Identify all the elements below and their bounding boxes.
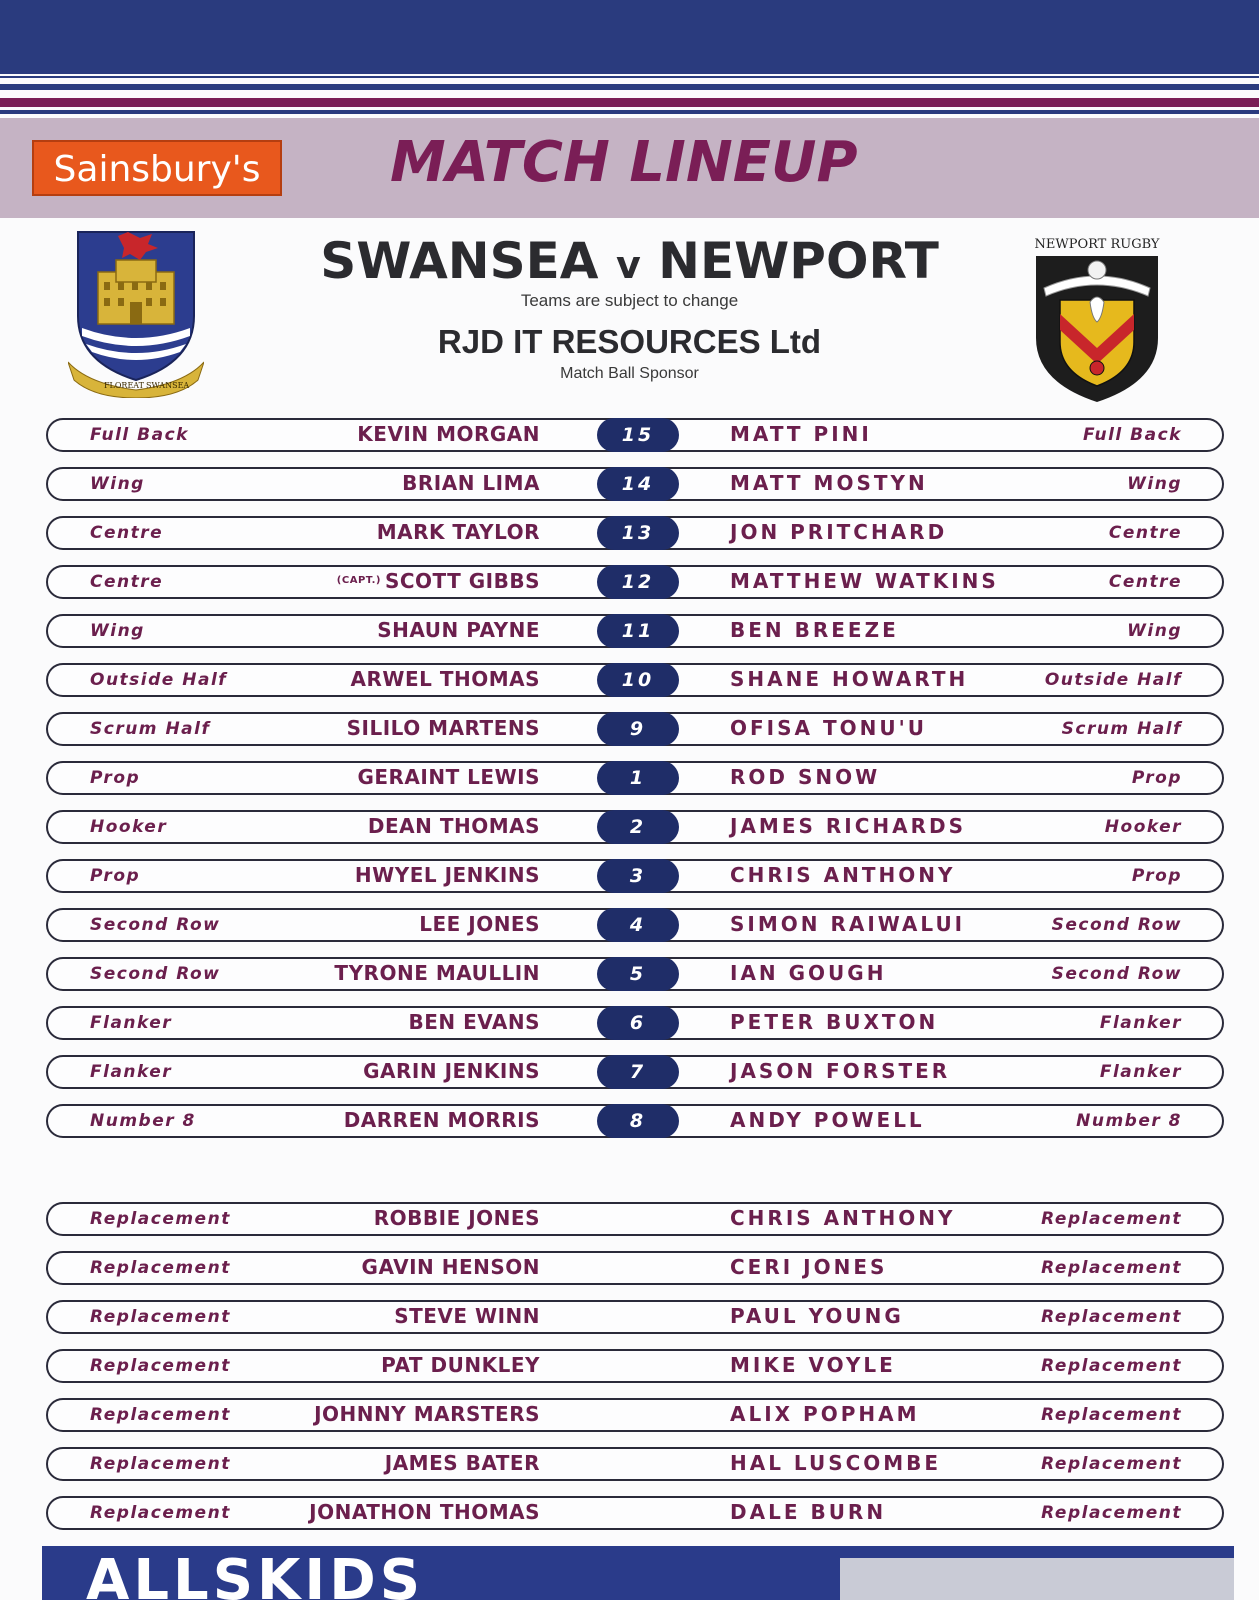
stripe-navy-thin bbox=[0, 76, 1259, 78]
away-position: Prop bbox=[1131, 866, 1182, 886]
away-player: PAUL YOUNG bbox=[730, 1304, 904, 1328]
swansea-motto-left: FLOREAT bbox=[104, 381, 144, 390]
home-team-name: SWANSEA bbox=[320, 232, 599, 290]
away-player: DALE BURN bbox=[730, 1500, 887, 1524]
shirt-number: 4 bbox=[597, 908, 679, 942]
home-player: STEVE WINN bbox=[394, 1304, 540, 1328]
stripe-navy bbox=[0, 84, 1259, 90]
away-position: Replacement bbox=[1041, 1405, 1182, 1425]
home-position: Replacement bbox=[90, 1209, 231, 1229]
away-player: JON PRITCHARD bbox=[730, 520, 948, 544]
lineup-row bbox=[46, 761, 1224, 795]
lineup-row bbox=[46, 957, 1224, 991]
away-position: Second Row bbox=[1051, 964, 1182, 984]
home-position: Replacement bbox=[90, 1356, 231, 1376]
replacement-row bbox=[46, 1202, 1224, 1236]
home-position: Replacement bbox=[90, 1503, 231, 1523]
shirt-number: 1 bbox=[597, 761, 679, 795]
shirt-number: 12 bbox=[597, 565, 679, 599]
home-player: PAT DUNKLEY bbox=[381, 1353, 540, 1377]
away-player: CERI JONES bbox=[730, 1255, 888, 1279]
home-player: BRIAN LIMA bbox=[402, 471, 540, 495]
shirt-number: 11 bbox=[597, 614, 679, 648]
away-position: Flanker bbox=[1099, 1062, 1182, 1082]
footer-advert-panel bbox=[840, 1558, 1234, 1600]
home-position: Replacement bbox=[90, 1405, 231, 1425]
home-position: Outside Half bbox=[90, 670, 228, 690]
sainsburys-logo: Sainsbury's bbox=[32, 140, 282, 196]
home-player: ROBBIE JONES bbox=[373, 1206, 540, 1230]
home-player: JONATHON THOMAS bbox=[309, 1500, 540, 1524]
lineup-row bbox=[46, 565, 1224, 599]
replacement-row bbox=[46, 1447, 1224, 1481]
away-player: MIKE VOYLE bbox=[730, 1353, 896, 1377]
lineup-row bbox=[46, 663, 1224, 697]
lineup-row bbox=[46, 1055, 1224, 1089]
away-player: CHRIS ANTHONY bbox=[730, 863, 956, 887]
away-player: ANDY POWELL bbox=[730, 1108, 925, 1132]
away-position: Centre bbox=[1108, 572, 1182, 592]
away-player: SIMON RAIWALUI bbox=[730, 912, 966, 936]
away-player: MATTHEW WATKINS bbox=[730, 569, 999, 593]
away-position: Replacement bbox=[1041, 1209, 1182, 1229]
home-player: SILILO MARTENS bbox=[346, 716, 540, 740]
away-player: JAMES RICHARDS bbox=[730, 814, 966, 838]
swansea-motto-right: SWANSEA bbox=[146, 381, 190, 390]
home-position: Scrum Half bbox=[90, 719, 211, 739]
home-player: LEE JONES bbox=[419, 912, 540, 936]
replacement-row bbox=[46, 1398, 1224, 1432]
shirt-number: 7 bbox=[597, 1055, 679, 1089]
shirt-number: 3 bbox=[597, 859, 679, 893]
home-player: MARK TAYLOR bbox=[376, 520, 540, 544]
ball-sponsor-name: RJD IT RESOURCES Ltd bbox=[437, 323, 822, 360]
home-position: Hooker bbox=[90, 817, 168, 837]
lineup-row bbox=[46, 908, 1224, 942]
home-player: JAMES BATER bbox=[384, 1451, 540, 1475]
footer-advert bbox=[42, 1546, 1234, 1600]
lineup-row bbox=[46, 467, 1224, 501]
home-position: Replacement bbox=[90, 1454, 231, 1474]
away-player: CHRIS ANTHONY bbox=[730, 1206, 956, 1230]
lineup-row bbox=[46, 614, 1224, 648]
away-position: Replacement bbox=[1041, 1503, 1182, 1523]
home-player: JOHNNY MARSTERS bbox=[314, 1402, 540, 1426]
away-player: OFISA TONU'U bbox=[730, 716, 927, 740]
replacement-row bbox=[46, 1300, 1224, 1334]
away-position: Wing bbox=[1127, 621, 1182, 641]
away-position: Replacement bbox=[1041, 1307, 1182, 1327]
lineup-row bbox=[46, 516, 1224, 550]
stripe-navy-lower bbox=[0, 110, 1259, 114]
lineup-row bbox=[46, 810, 1224, 844]
lineup-row bbox=[46, 1006, 1224, 1040]
replacement-row bbox=[46, 1349, 1224, 1383]
home-player: HWYEL JENKINS bbox=[354, 863, 540, 887]
away-player: HAL LUSCOMBE bbox=[730, 1451, 942, 1475]
shirt-number: 2 bbox=[597, 810, 679, 844]
replacement-row bbox=[46, 1496, 1224, 1530]
shirt-number: 5 bbox=[597, 957, 679, 991]
away-player: PETER BUXTON bbox=[730, 1010, 939, 1034]
newport-crest-title: NEWPORT RUGBY bbox=[1034, 237, 1160, 252]
away-player: BEN BREEZE bbox=[730, 618, 899, 642]
away-team-name: NEWPORT bbox=[658, 232, 939, 290]
away-position: Wing bbox=[1127, 474, 1182, 494]
teams-note: Teams are subject to change bbox=[520, 291, 739, 310]
away-position: Number 8 bbox=[1076, 1111, 1182, 1131]
home-position: Centre bbox=[90, 572, 164, 592]
away-position: Full Back bbox=[1083, 425, 1182, 445]
away-position: Replacement bbox=[1041, 1356, 1182, 1376]
shirt-number: 15 bbox=[597, 418, 679, 452]
home-position: Second Row bbox=[90, 915, 221, 935]
away-position: Scrum Half bbox=[1061, 719, 1182, 739]
home-player: GARIN JENKINS bbox=[363, 1059, 540, 1083]
home-position: Number 8 bbox=[90, 1111, 196, 1131]
home-position: Full Back bbox=[90, 425, 189, 445]
shirt-number: 8 bbox=[597, 1104, 679, 1138]
home-player: DARREN MORRIS bbox=[343, 1108, 540, 1132]
match-title bbox=[0, 228, 1259, 298]
away-player: ALIX POPHAM bbox=[730, 1402, 920, 1426]
away-player: SHANE HOWARTH bbox=[730, 667, 969, 691]
home-position: Wing bbox=[90, 474, 145, 494]
lineup-row bbox=[46, 859, 1224, 893]
home-player bbox=[337, 565, 540, 597]
home-player: TYRONE MAULLIN bbox=[334, 961, 540, 985]
page-title: MATCH LINEUP bbox=[390, 130, 858, 195]
versus-label: v bbox=[615, 243, 641, 287]
away-player: MATT MOSTYN bbox=[730, 471, 928, 495]
away-player: JASON FORSTER bbox=[730, 1059, 951, 1083]
home-player: GERAINT LEWIS bbox=[357, 765, 540, 789]
away-position: Replacement bbox=[1041, 1258, 1182, 1278]
away-position: Replacement bbox=[1041, 1454, 1182, 1474]
shirt-number: 10 bbox=[597, 663, 679, 697]
away-player: MATT PINI bbox=[730, 422, 872, 446]
home-player: SHAUN PAYNE bbox=[377, 618, 540, 642]
home-player-name: SCOTT GIBBS bbox=[384, 569, 540, 593]
away-position: Second Row bbox=[1051, 915, 1182, 935]
home-player: BEN EVANS bbox=[408, 1010, 540, 1034]
home-position: Prop bbox=[90, 768, 141, 788]
top-navy-band bbox=[0, 0, 1259, 74]
home-position: Flanker bbox=[90, 1062, 173, 1082]
away-position: Hooker bbox=[1104, 817, 1182, 837]
shirt-number: 14 bbox=[597, 467, 679, 501]
footer-advert-text: ALLSKIDS bbox=[86, 1548, 425, 1600]
home-position: Centre bbox=[90, 523, 164, 543]
shirt-number: 13 bbox=[597, 516, 679, 550]
home-position: Flanker bbox=[90, 1013, 173, 1033]
away-position: Flanker bbox=[1099, 1013, 1182, 1033]
away-position: Centre bbox=[1108, 523, 1182, 543]
away-position: Prop bbox=[1131, 768, 1182, 788]
home-position: Prop bbox=[90, 866, 141, 886]
captain-label: (CAPT.) bbox=[336, 575, 381, 586]
away-position: Outside Half bbox=[1044, 670, 1182, 690]
lineup-row bbox=[46, 1104, 1224, 1138]
shirt-number: 9 bbox=[597, 712, 679, 746]
home-position: Second Row bbox=[90, 964, 221, 984]
away-player: ROD SNOW bbox=[730, 765, 881, 789]
lineup-row bbox=[46, 712, 1224, 746]
lineup-row bbox=[46, 418, 1224, 452]
ball-sponsor-label: Match Ball Sponsor bbox=[560, 365, 699, 382]
shirt-number: 6 bbox=[597, 1006, 679, 1040]
home-player: DEAN THOMAS bbox=[367, 814, 540, 838]
away-player: IAN GOUGH bbox=[730, 961, 887, 985]
stripe-maroon bbox=[0, 98, 1259, 107]
home-player: KEVIN MORGAN bbox=[357, 422, 540, 446]
replacement-row bbox=[46, 1251, 1224, 1285]
home-player: ARWEL THOMAS bbox=[350, 667, 540, 691]
home-position: Replacement bbox=[90, 1258, 231, 1278]
home-position: Wing bbox=[90, 621, 145, 641]
home-position: Replacement bbox=[90, 1307, 231, 1327]
home-player: GAVIN HENSON bbox=[361, 1255, 540, 1279]
